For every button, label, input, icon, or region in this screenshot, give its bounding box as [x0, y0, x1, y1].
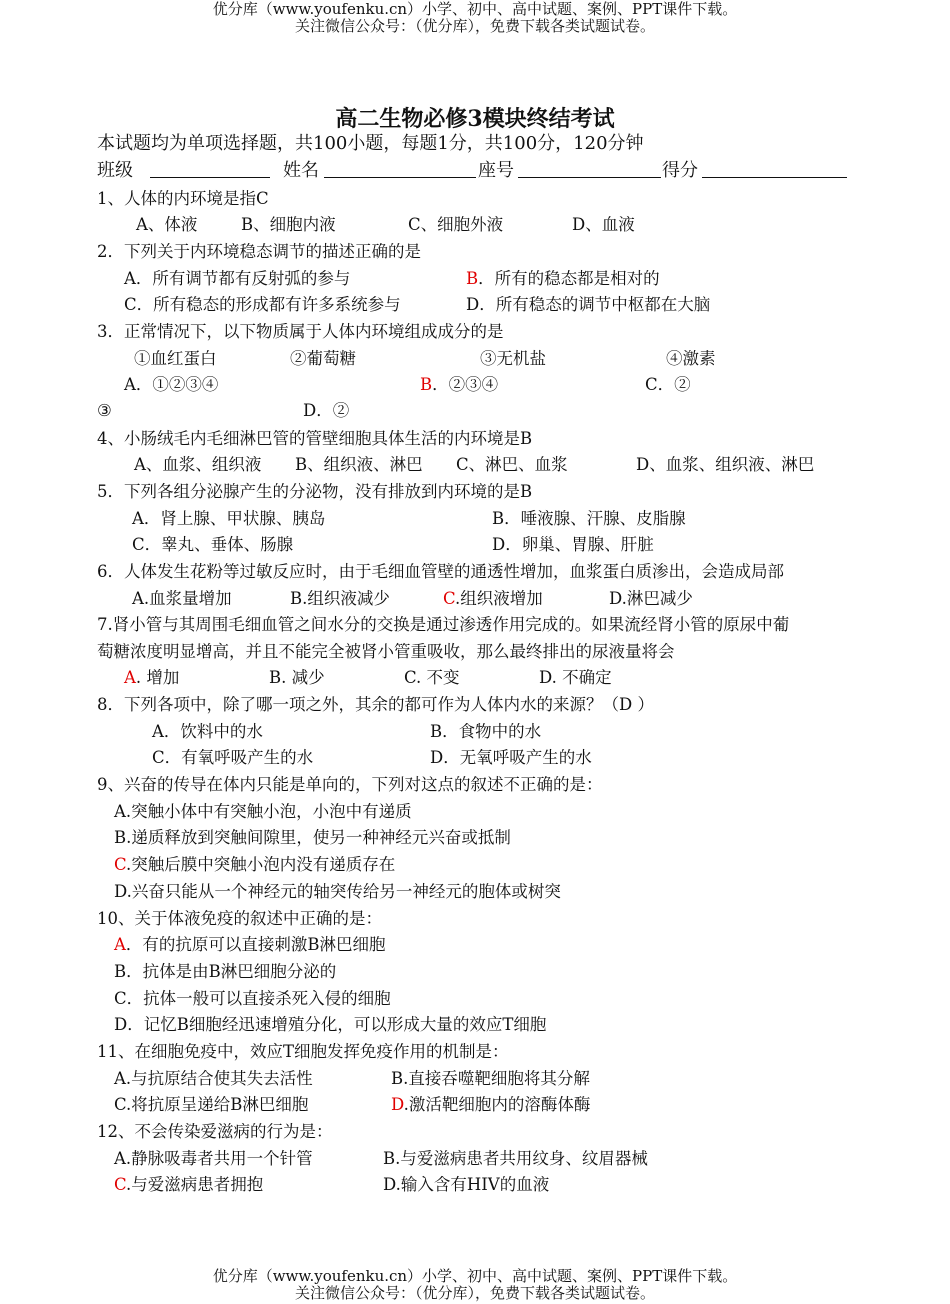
question-stem: 1、人体的内环境是指C [97, 189, 269, 208]
option-b: B. 减少 [269, 668, 325, 687]
option-a [124, 665, 179, 691]
option-a: A.静脉吸毒者共用一个针管 [114, 1149, 313, 1168]
question-stem: 9、兴奋的传导在体内只能是单向的，下列对这点的叙述不正确的是： [97, 775, 603, 794]
question-stem: 4、小肠绒毛内毛细淋巴管的管壁细胞具体生活的内环境是B [97, 429, 533, 448]
option-d: D．所有稳态的调节中枢都在大脑 [466, 295, 711, 314]
footer-line-1: 优分库（www.youfenku.cn）小学、初中、高中试题、案例、PPT课件下载。 [212, 1267, 738, 1285]
option-text: .与爱滋病患者拥抱 [126, 1175, 264, 1194]
option-a [114, 932, 386, 958]
option-d: D.输入含有HIV的血液 [383, 1175, 550, 1194]
option-b: B.与爱滋病患者共用纹身、纹眉器械 [383, 1149, 648, 1168]
option-d: D. 不确定 [539, 668, 612, 687]
option-d: D．卵巢、胃腺、肝脏 [492, 535, 654, 554]
option-b: B．唾液腺、汗腺、皮脂腺 [492, 509, 686, 528]
exam-title: 高二生物必修3模块终结考试 [335, 106, 615, 132]
option-c: C．有氧呼吸产生的水 [152, 748, 314, 767]
header-line-1: 优分库（www.youfenku.cn）小学、初中、高中试题、案例、PPT课件下载。 [212, 0, 738, 18]
item-1: ①血红蛋白 [134, 349, 217, 368]
option-a: A．所有调节都有反射弧的参与 [124, 269, 351, 288]
question-stem: 11、在细胞免疫中，效应T细胞发挥免疫作用的机制是： [97, 1042, 509, 1061]
option-d: D.兴奋只能从一个神经元的轴突传给另一神经元的胞体或树突 [114, 882, 561, 901]
answer-letter: B [420, 375, 433, 394]
option-c: C．所有稳态的形成都有许多系统参与 [124, 295, 401, 314]
page-header [0, 1, 950, 35]
seat-label: 座号 [478, 160, 514, 181]
option-d: D、血液 [572, 215, 635, 234]
option-b: B、组织液、淋巴 [295, 455, 423, 474]
item-4: ④激素 [666, 349, 716, 368]
option-d: D．② [303, 401, 350, 420]
option-a: A、体液 [136, 215, 198, 234]
option-c [443, 586, 543, 612]
answer-letter: B [466, 269, 479, 288]
question-stem: 10、关于体液免疫的叙述中正确的是： [97, 909, 382, 928]
page-footer [0, 1268, 950, 1302]
option-b: B.组织液减少 [290, 589, 390, 608]
option-a: A.血浆量增加 [132, 589, 232, 608]
score-field[interactable] [702, 158, 847, 184]
option-c: C、淋巴、血浆 [456, 455, 568, 474]
answer-letter: C [443, 589, 456, 608]
class-label: 班级 [97, 160, 133, 181]
option-a: A.与抗原结合使其失去活性 [114, 1069, 313, 1088]
seat-field[interactable] [518, 158, 661, 184]
name-label: 姓名 [283, 160, 319, 181]
option-c: C．抗体一般可以直接杀死入侵的细胞 [114, 989, 391, 1008]
option-c: C．睾丸、垂体、肠腺 [132, 535, 294, 554]
option-b: B、细胞内液 [241, 215, 336, 234]
question-stem: 6．人体发生花粉等过敏反应时，由于毛细血管壁的通透性增加，血浆蛋白质渗出，会造成局部 [97, 562, 784, 581]
option-c: C.将抗原呈递给B淋巴细胞 [114, 1095, 309, 1114]
question-stem: 3．正常情况下，以下物质属于人体内环境组成成分的是 [97, 322, 504, 341]
option-text: ．有的抗原可以直接刺激B淋巴细胞 [125, 935, 386, 954]
option-text: .激活靶细胞内的溶酶体酶 [403, 1095, 591, 1114]
option-d: D．记忆B细胞经迅速增殖分化，可以形成大量的效应T细胞 [114, 1015, 547, 1034]
option-text: .组织液增加 [455, 589, 543, 608]
option-c: C．② [645, 375, 691, 394]
option-d: D.淋巴减少 [609, 589, 693, 608]
option-text: . 增加 [135, 668, 180, 687]
option-c [114, 1172, 263, 1198]
option-c-wrap: ③ [97, 401, 112, 420]
question-stem-continued: 萄糖浓度明显增高，并且不能完全被肾小管重吸收，那么最终排出的尿液量将会 [97, 642, 675, 661]
answer-letter: C [114, 855, 127, 874]
option-a: A．饮料中的水 [152, 722, 263, 741]
option-c [114, 852, 395, 878]
option-a: A．肾上腺、甲状腺、胰岛 [132, 509, 326, 528]
option-b: B．抗体是由B淋巴细胞分泌的 [114, 962, 337, 981]
question-stem: 8．下列各项中，除了哪一项之外，其余的都可作为人体内水的来源？（D ） [97, 695, 654, 714]
option-b: B.递质释放到突触间隙里，使另一种神经元兴奋或抵制 [114, 828, 511, 847]
option-c: C、细胞外液 [408, 215, 504, 234]
option-a: A、血浆、组织液 [134, 455, 262, 474]
question-stem: 5．下列各组分泌腺产生的分泌物，没有排放到内环境的是B [97, 482, 533, 501]
score-label: 得分 [662, 160, 698, 181]
class-field[interactable] [150, 158, 270, 184]
option-d: D．无氧呼吸产生的水 [430, 748, 592, 767]
header-line-2: 关注微信公众号：（优分库），免费下载各类试题试卷。 [294, 17, 655, 35]
option-d: D、血浆、组织液、淋巴 [636, 455, 815, 474]
option-d [391, 1092, 590, 1118]
option-text: ．②③④ [432, 375, 499, 394]
question-stem: 2．下列关于内环境稳态调节的描述正确的是 [97, 242, 421, 261]
answer-letter: A [124, 668, 136, 687]
item-2: ②葡萄糖 [290, 349, 356, 368]
option-text: .突触后膜中突触小泡内没有递质存在 [126, 855, 396, 874]
option-c: C. 不变 [404, 668, 460, 687]
footer-line-2: 关注微信公众号：（优分库），免费下载各类试题试卷。 [294, 1284, 655, 1302]
option-b [466, 266, 660, 292]
question-stem: 7.肾小管与其周围毛细血管之间水分的交换是通过渗透作用完成的。如果流经肾小管的原尿中葡 [97, 615, 790, 634]
option-a: A．①②③④ [124, 375, 219, 394]
option-a: A.突触小体中有突触小泡，小泡中有递质 [114, 802, 412, 821]
answer-letter: D [391, 1095, 404, 1114]
option-b: B．食物中的水 [430, 722, 542, 741]
name-field[interactable] [324, 158, 476, 184]
option-b [420, 372, 498, 398]
answer-letter: A [114, 935, 126, 954]
answer-letter: C [114, 1175, 127, 1194]
option-text: ．所有的稳态都是相对的 [478, 269, 660, 288]
question-stem: 12、不会传染爱滋病的行为是： [97, 1122, 333, 1141]
item-3: ③无机盐 [480, 349, 546, 368]
option-b: B.直接吞噬靶细胞将其分解 [391, 1069, 590, 1088]
exam-instructions: 本试题均为单项选择题，共100小题，每题1分，共100分，120分钟 [97, 133, 644, 154]
